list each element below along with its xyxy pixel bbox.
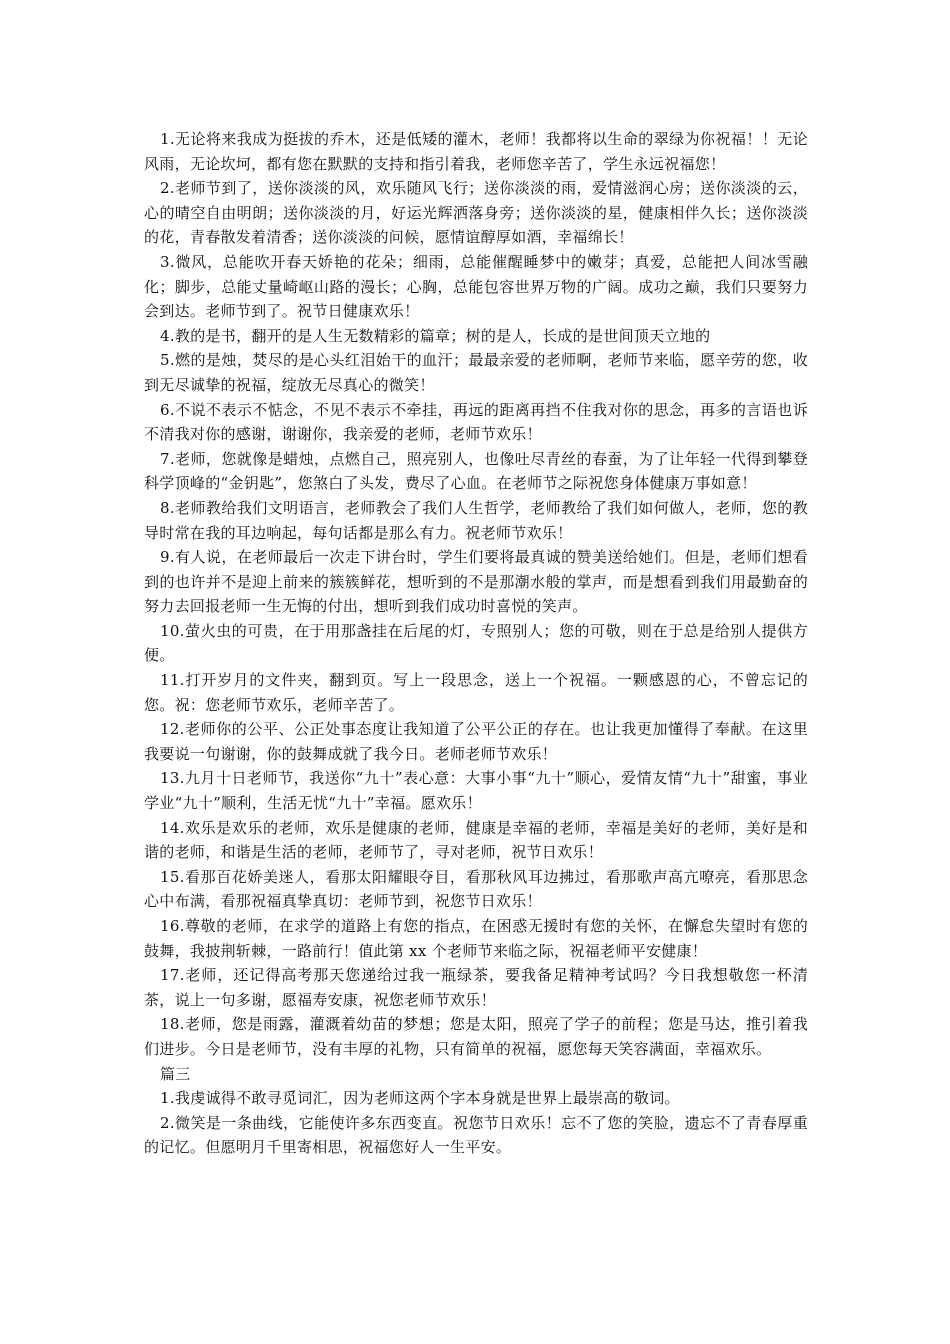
paragraph-4: 4.教的是书，翻开的是人生无数精彩的篇章；树的是人，长成的是世间顶天立地的: [160, 326, 711, 345]
paragraph-13: 13.九月十日老师节，我送你“九十”表心意：大事小事“九十”顺心，爱情友情“九十”甜蜜，事业学业“九十”顺利，生活无忧“九十”幸福。愿欢乐！: [144, 769, 808, 813]
paragraph-15: 15.看那百花娇美迷人，看那太阳耀眼夺目，看那秋风耳边拂过，看那歌声高亢嘹亮，看那思念心中布满，看那祝福真挚真切：老师节到，祝您节日欢乐！: [144, 867, 808, 911]
paragraph-10: 10.萤火虫的可贵，在于用那盏挂在后尾的灯，专照别人；您的可敬，则在于总是给别人提供方便。: [144, 621, 808, 665]
paragraph-2: 2.老师节到了，送你淡淡的风，欢乐随风飞行；送你淡淡的雨，爱情滋润心房；送你淡淡的云，心的晴空自由明朗；送你淡淡的月，好运光辉洒落身旁；送你淡淡的星，健康相伴久长；送你淡淡的花，青春散发着清香；送你淡淡的问候，愿情谊醇厚如酒，幸福绵长！: [144, 179, 808, 247]
paragraph-17: 17.老师，还记得高考那天您递给过我一瓶绿茶，要我备足精神考试吗？今日我想敬您一杯清茶，说上一句多谢，愿福寿安康，祝您老师节欢乐！: [144, 966, 808, 1009]
paragraph-16: 16.尊敬的老师，在求学的道路上有您的指点，在困惑无援时有您的关怀，在懈怠失望时有您的鼓舞，我披荆斩棘，一路前行！值此第 xx 个老师节来临之际，祝福老师平安健康！: [144, 917, 808, 960]
section-title: 篇三: [160, 1064, 191, 1083]
paragraph-9: 9.有人说，在老师最后一次走下讲台时，学生们要将最真诚的赞美送给她们。但是，老师们想看到的也许并不是迎上前来的簇簇鲜花，想听到的不是那潮水般的掌声，而是想看到我们用最勤奋的努力去回报老师一生无悔的付出，想听到我们成功时喜悦的笑声。: [144, 548, 808, 616]
paragraph-5: 5.燃的是烛，焚尽的是心头红泪始干的血汗；最最亲爱的老师啊，老师节来临，愿辛劳的您，收到无尽诚挚的祝福，绽放无尽真心的微笑！: [144, 351, 808, 394]
document-body: [144, 127, 808, 1160]
section-paragraph-1: 1.我虔诚得不敢寻觅词汇，因为老师这两个字本身就是世界上最崇高的敬词。: [160, 1089, 680, 1108]
paragraph-14: 14.欢乐是欢乐的老师，欢乐是健康的老师，健康是幸福的老师，幸福是美好的老师，美好是和谐的老师，和谐是生活的老师，老师节了，寻对老师，祝节日欢乐！: [144, 818, 808, 862]
section-paragraph-2: 2.微笑是一条曲线，它能使许多东西变直。祝您节日欢乐！忘不了您的笑脸，遗忘不了青春厚重的记忆。但愿明月千里寄相思，祝福您好人一生平安。: [144, 1113, 808, 1157]
paragraph-6: 6.不说不表示不惦念，不见不表示不牵挂，再远的距离再挡不住我对你的思念，再多的言语也诉不清我对你的感谢，谢谢你，我亲爱的老师，老师节欢乐！: [144, 400, 808, 444]
paragraph-3: 3.微风，总能吹开春天娇艳的花朵；细雨，总能催醒睡梦中的嫩芽；真爱，总能把人间冰雪融化；脚步，总能丈量崎岖山路的漫长；心胸，总能包容世界万物的广阔。成功之巅，我们只要努力会到达。老师节到了。祝节日健康欢乐！: [144, 252, 808, 321]
paragraph-11: 11.打开岁月的文件夹，翻到页。写上一段思念，送上一个祝福。一颗感恩的心，不曾忘记的您。祝：您老师节欢乐，老师辛苦了。: [144, 671, 808, 714]
paragraph-1: 1.无论将来我成为挺拔的乔木，还是低矮的灌木，老师！我都将以生命的翠绿为你祝福！！无论风雨，无论坎坷，都有您在默默的支持和指引着我，老师您辛苦了，学生永远祝福您！: [144, 130, 808, 173]
paragraph-7: 7.老师，您就像是蜡烛，点燃自己，照亮别人，也像吐尽青丝的春蚕，为了让年轻一代得到攀登科学顶峰的“金钥匙”，您煞白了头发，费尽了心血。在老师节之际祝您身体健康万事如意！: [144, 449, 808, 493]
paragraph-8: 8.老师教给我们文明语言，老师教会了我们人生哲学，老师教给了我们如何做人，老师，您的教导时常在我的耳边响起，每句话都是那么有力。祝老师节欢乐！: [144, 498, 808, 542]
paragraph-12: 12.老师你的公平、公正处事态度让我知道了公平公正的存在。也让我更加懂得了奉献。在这里我要说一句谢谢，你的鼓舞成就了我今日。老师老师节欢乐！: [144, 720, 808, 763]
paragraph-18: 18.老师，您是雨露，灌溉着幼苗的梦想；您是太阳，照亮了学子的前程；您是马达，推引着我们进步。今日是老师节，没有丰厚的礼物，只有简单的祝福，愿您每天笑容满面，幸福欢乐。: [144, 1015, 808, 1058]
